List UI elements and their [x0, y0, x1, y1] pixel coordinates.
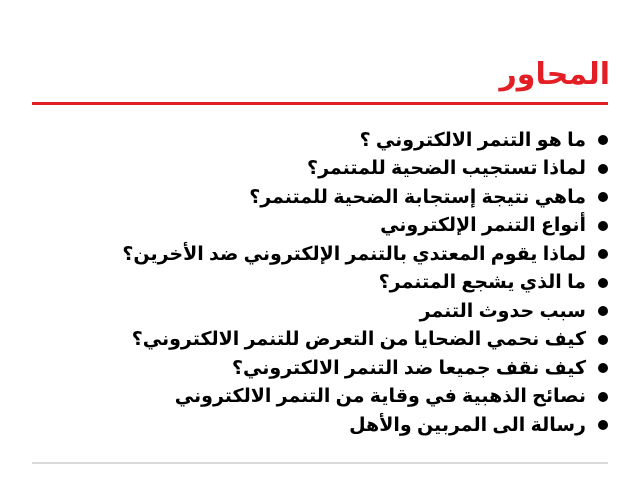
- bullet-dot-icon: [598, 420, 608, 430]
- footer-divider: [32, 462, 608, 464]
- bullet-item: [122, 297, 608, 326]
- bullet-text: أنواع التنمر الإلكتروني: [380, 215, 586, 237]
- bullet-dot-icon: [598, 306, 608, 316]
- bullet-text: كيف نحمي الضحايا من التعرض للتنمر الالكتروني؟: [131, 329, 586, 351]
- bullet-list: [122, 126, 608, 440]
- bullet-item: [122, 155, 608, 184]
- bullet-dot-icon: [598, 249, 608, 259]
- bullet-item: [122, 212, 608, 241]
- bullet-dot-icon: [598, 221, 608, 231]
- bullet-text: ماهي نتيجة إستجابة الضحية للمتنمر؟: [249, 186, 586, 208]
- bullet-item: [122, 326, 608, 355]
- slide-title: المحاور: [499, 58, 610, 91]
- bullet-dot-icon: [598, 335, 608, 345]
- bullet-dot-icon: [598, 278, 608, 288]
- bullet-item: [122, 383, 608, 412]
- bullet-dot-icon: [598, 135, 608, 145]
- bullet-dot-icon: [598, 192, 608, 202]
- bullet-text: ما الذي يشجع المتنمر؟: [378, 272, 586, 294]
- bullet-item: [122, 269, 608, 298]
- bullet-text: لماذا يقوم المعتدي بالتنمر الإلكتروني ضد الأخرين؟: [122, 243, 586, 265]
- bullet-item: [122, 354, 608, 383]
- bullet-item: [122, 240, 608, 269]
- bullet-item: [122, 411, 608, 440]
- bullet-item: [122, 126, 608, 155]
- bullet-item: [122, 183, 608, 212]
- bullet-dot-icon: [598, 164, 608, 174]
- title-underline: [32, 102, 608, 105]
- bullet-text: ما هو التنمر الالكتروني ؟: [359, 129, 586, 151]
- bullet-text: سبب حدوث التنمر: [419, 300, 586, 322]
- bullet-dot-icon: [598, 392, 608, 402]
- bullet-text: رسالة الى المربين والأهل: [349, 414, 586, 436]
- bullet-text: نصائح الذهبية في وقاية من التنمر الالكتروني: [174, 386, 586, 408]
- bullet-text: لماذا تستجيب الضحية للمتنمر؟: [307, 158, 586, 180]
- bullet-text: كيف نقف جميعا ضد التنمر الالكتروني؟: [232, 357, 586, 379]
- bullet-dot-icon: [598, 363, 608, 373]
